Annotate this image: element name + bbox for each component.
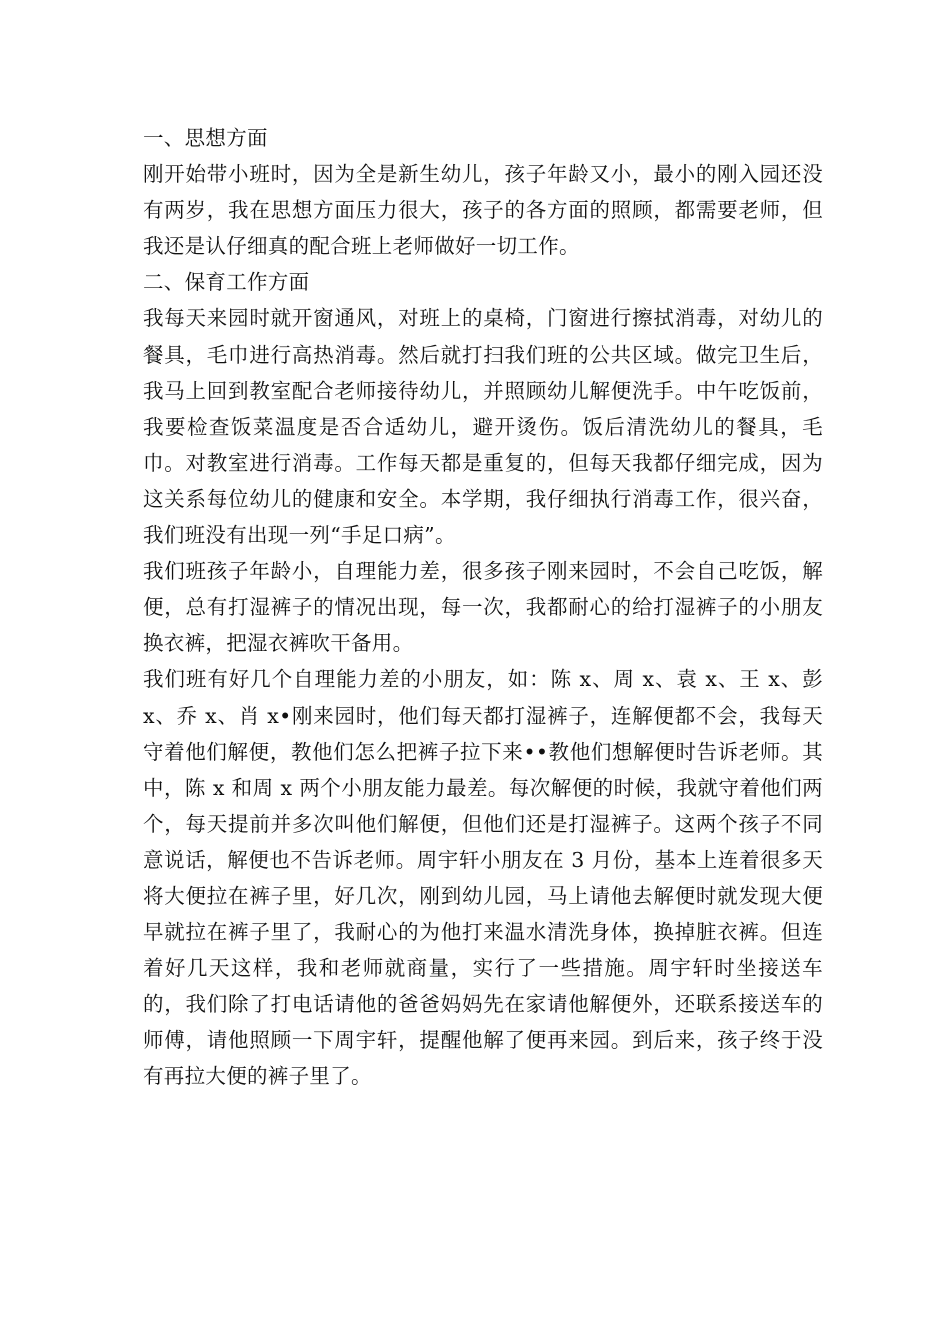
paragraph-toilet-training: 我们班有好几个自理能力差的小朋友，如：陈 x、周 x、袁 x、王 x、彭 x、乔 x、肖 x•刚来园时，他们每天都打湿裤子，连解便都不会，我每天守着他们解便，教他们怎么把裤子拉下来••教他们想解便时告诉老师。其中，陈 x 和周 x 两个小朋友能力最差。每次解便的时候，我就守着他们两个，每天提前并多次叫他们解便，但他们还是打湿裤子。这两个孩子不同意说话，解便也不告诉老师。周宇轩小朋友在 3 月份，基本上连着很多天将大便拉在裤子里，好几次，刚到幼儿园，马上请他去解便时就发现大便早就拉在裤子里了，我耐心的为他打来温水清洗身体，换掉脏衣裤。但连着好几天这样，我和老师就商量，实行了一些措施。周宇轩时坐接送车的，我们除了打电话请他的爸爸妈妈先在家请他解便外，还联系接送车的师傅，请他照顾一下周宇轩，提醒他解了便再来园。到后来，孩子终于没有再拉大便的裤子里了。 [143, 667, 823, 1089]
section-heading-care-work: 二、保育工作方面 [143, 270, 310, 295]
paragraph-daily-disinfection: 我每天来园时就开窗通风，对班上的桌椅，门窗进行擦拭消毒，对幼儿的餐具，毛巾进行高热消毒。然后就打扫我们班的公共区域。做完卫生后，我马上回到教室配合老师接待幼儿，并照顾幼儿解便洗手。中午吃饭前，我要检查饭菜温度是否合适幼儿，避开烫伤。饭后清洗幼儿的餐具，毛巾。对教室进行消毒。工作每天都是重复的，但每天我都仔细完成，因为这关系每位幼儿的健康和安全。本学期，我仔细执行消毒工作，很兴奋，我们班没有出现一列“手足口病”。 [143, 306, 823, 548]
paragraph-ideology: 刚开始带小班时，因为全是新生幼儿，孩子年龄又小，最小的刚入园还没有两岁，我在思想方面压力很大，孩子的各方面的照顾，都需要老师，但我还是认仔细真的配合班上老师做好一切工作。 [143, 162, 823, 259]
section-heading-ideology: 一、思想方面 [143, 126, 268, 150]
paragraph-self-care-ability: 我们班孩子年龄小，自理能力差，很多孩子刚来园时，不会自己吃饭，解便，总有打湿裤子的情况出现，每一次，我都耐心的给打湿裤子的小朋友换衣裤，把湿衣裤吹干备用。 [143, 559, 823, 656]
document-body [143, 120, 823, 1095]
